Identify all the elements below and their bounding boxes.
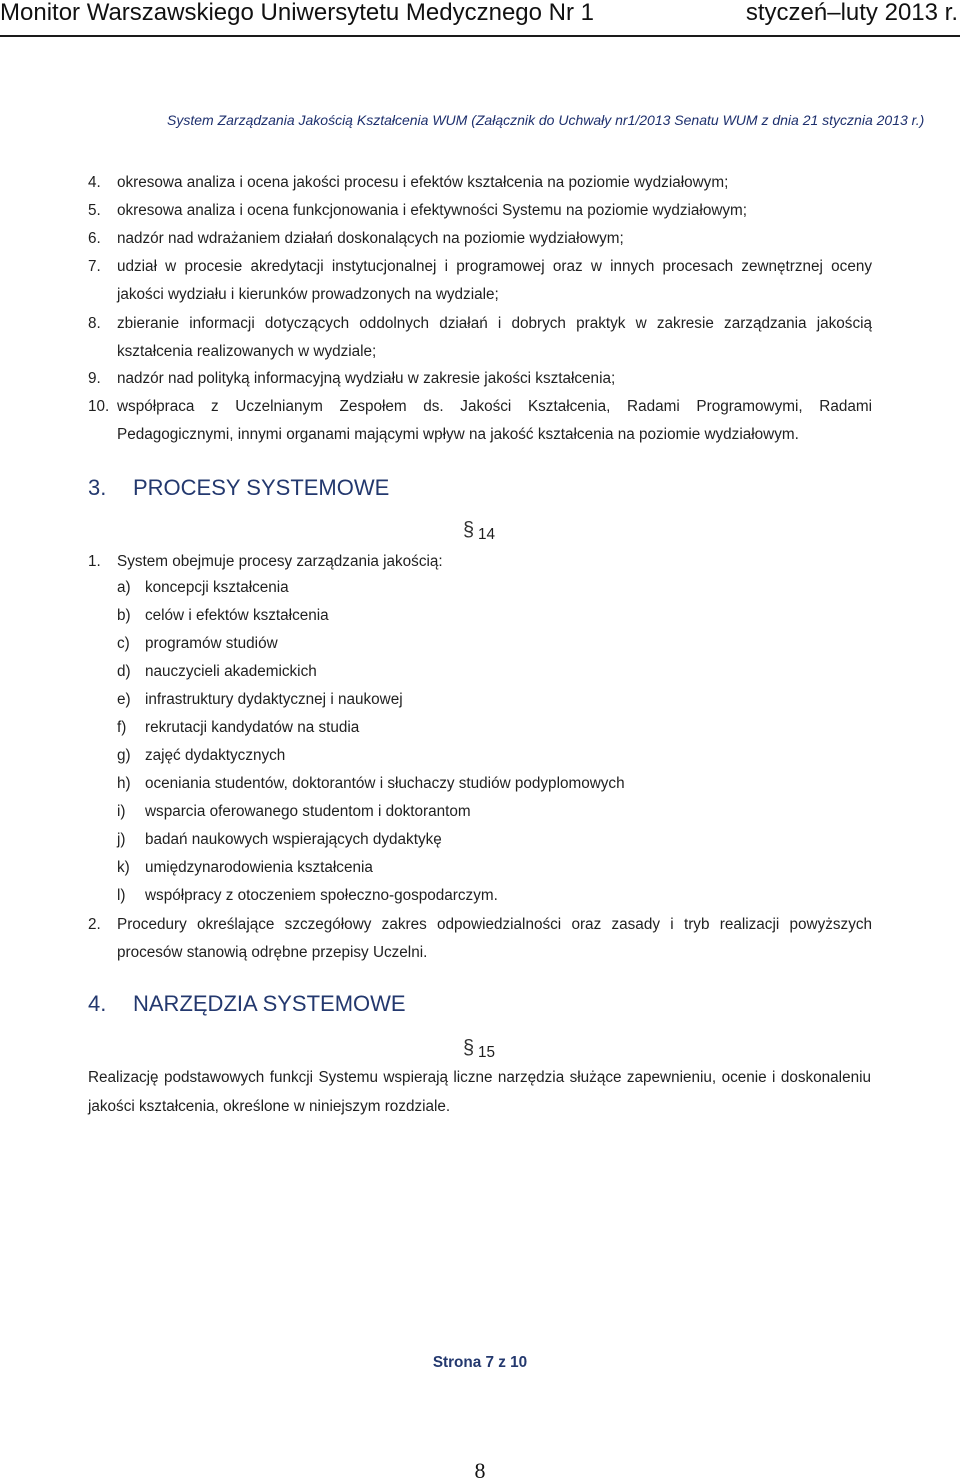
list-item-number: 5. — [88, 202, 101, 219]
sub-list-item — [117, 606, 329, 626]
list-item-number: 6. — [88, 230, 101, 247]
list-item-number: 9. — [88, 370, 101, 387]
sub-list-item — [117, 830, 442, 850]
list-item-number: 4. — [88, 174, 101, 191]
sub-list-letter: k) — [117, 859, 130, 876]
paragraph-number: 15 — [478, 1044, 496, 1061]
list-item-text: współpraca z Uczelnianym Zespołem ds. Jakości Kształcenia, Radami Programowymi, Radami Pedagogicznymi, innymi organami mającymi wpływ na jakość kształcenia na poziomie wydziałowym. — [117, 398, 872, 443]
list-item — [88, 253, 872, 309]
sub-list-letter: h) — [117, 775, 131, 792]
sub-list-text: rekrutacji kandydatów na studia — [145, 719, 360, 736]
list-item — [88, 548, 872, 576]
list-item — [88, 169, 872, 197]
sub-list-item — [117, 634, 278, 654]
sub-list-letter: b) — [117, 607, 131, 624]
list-item-text: zbieranie informacji dotyczących oddolnych działań i dobrych praktyk w zakresie zarządzania jakością kształcenia realizowanych w wydziale; — [117, 315, 872, 360]
sub-list-letter: i) — [117, 803, 126, 820]
sub-list-item — [117, 718, 359, 738]
sub-list-letter: d) — [117, 663, 131, 680]
sub-list-text: nauczycieli akademickich — [145, 663, 317, 680]
sub-list-letter: c) — [117, 635, 130, 652]
section-heading-3 — [88, 475, 389, 501]
section-sign-icon: § — [463, 519, 475, 541]
sub-list-text: programów studiów — [145, 635, 278, 652]
page-header — [0, 0, 960, 37]
sub-list-text: współpracy z otoczeniem społeczno-gospodarczym. — [145, 887, 498, 904]
sub-list-text: oceniania studentów, doktorantów i słuchaczy studiów podyplomowych — [145, 775, 625, 792]
list-item-number: 2. — [88, 916, 101, 933]
section-heading-4 — [88, 991, 406, 1017]
section-number: 3. — [88, 475, 107, 500]
section-title: NARZĘDZIA SYSTEMOWE — [133, 991, 406, 1016]
sub-list-item — [117, 746, 285, 766]
sub-list-letter: j) — [117, 831, 126, 848]
sub-list-item — [117, 662, 317, 682]
list-item-text: okresowa analiza i ocena funkcjonowania i efektywności Systemu na poziomie wydziałowym; — [117, 202, 748, 219]
section-title: PROCESY SYSTEMOWE — [133, 475, 390, 500]
issue-date: styczeń–luty 2013 r. — [745, 0, 958, 26]
sub-list-text: badań naukowych wspierających dydaktykę — [145, 831, 442, 848]
sub-list-text: umiędzynarodowienia kształcenia — [145, 859, 373, 876]
list-item-text: okresowa analiza i ocena jakości procesu i efektów kształcenia na poziomie wydziałowym; — [117, 174, 729, 191]
list-item-number: 1. — [88, 553, 101, 570]
section-sign-icon: § — [463, 1037, 475, 1059]
page-footer: Strona 7 z 10 — [432, 1354, 528, 1371]
sub-list-text: infrastruktury dydaktycznej i naukowej — [145, 691, 403, 708]
sub-list-item — [117, 578, 289, 598]
list-item-text: nadzór nad polityką informacyjną wydziału w zakresie jakości kształcenia; — [117, 370, 616, 387]
section-number: 4. — [88, 991, 107, 1016]
journal-title: Monitor Warszawskiego Uniwersytetu Medycznego Nr 1 — [0, 0, 594, 26]
page-number: 8 — [474, 1458, 486, 1483]
list-item-text: System obejmuje procesy zarządzania jakością: — [117, 553, 443, 570]
list-item-text: nadzór nad wdrażaniem działań doskonalących na poziomie wydziałowym; — [117, 230, 624, 247]
sub-list-item — [117, 774, 625, 794]
sub-list-text: koncepcji kształcenia — [145, 579, 289, 596]
sub-list-text: celów i efektów kształcenia — [145, 607, 329, 624]
paragraph-15-text: Realizację podstawowych funkcji Systemu wspierają liczne narzędzia służące zapewnieniu, ocenie i doskonaleniu jakości kształcenia, określone w niniejszym rozdziale. — [88, 1069, 871, 1115]
list-item-number: 10. — [88, 398, 110, 415]
list-item — [88, 911, 872, 967]
list-item — [88, 310, 872, 366]
list-item — [88, 393, 872, 449]
paragraph-number: 14 — [478, 526, 496, 543]
sub-list-letter: g) — [117, 747, 131, 764]
sub-list-item — [117, 858, 373, 878]
list-item — [88, 225, 872, 253]
list-item — [88, 197, 872, 225]
sub-list-letter: l) — [117, 887, 126, 904]
sub-list-letter: e) — [117, 691, 131, 708]
sub-list-letter: f) — [117, 719, 127, 736]
sub-list-item — [117, 690, 403, 710]
list-item — [88, 365, 872, 393]
list-item-text: udział w procesie akredytacji instytucjonalnej i programowej oraz w innych procesach zewnętrznej oceny jakości wydziału i kierunków prowadzonych na wydziale; — [117, 258, 872, 303]
sub-list-item — [117, 802, 471, 822]
sub-list-text: wsparcia oferowanego studentom i doktorantom — [145, 803, 471, 820]
list-item-text: Procedury określające szczegółowy zakres odpowiedzialności oraz zasady i tryb realizacji powyższych procesów stanowią odrębne przepisy Uczelni. — [117, 916, 872, 961]
sub-list-text: zajęć dydaktycznych — [145, 747, 286, 764]
list-item-number: 8. — [88, 315, 101, 332]
sub-list-letter: a) — [117, 579, 131, 596]
document-subheader: System Zarządzania Jakością Kształcenia WUM (Załącznik do Uchwały nr1/2013 Senatu WUM z dnia 21 stycznia 2013 r.) — [167, 112, 925, 128]
sub-list-item — [117, 886, 498, 906]
list-item-number: 7. — [88, 258, 101, 275]
